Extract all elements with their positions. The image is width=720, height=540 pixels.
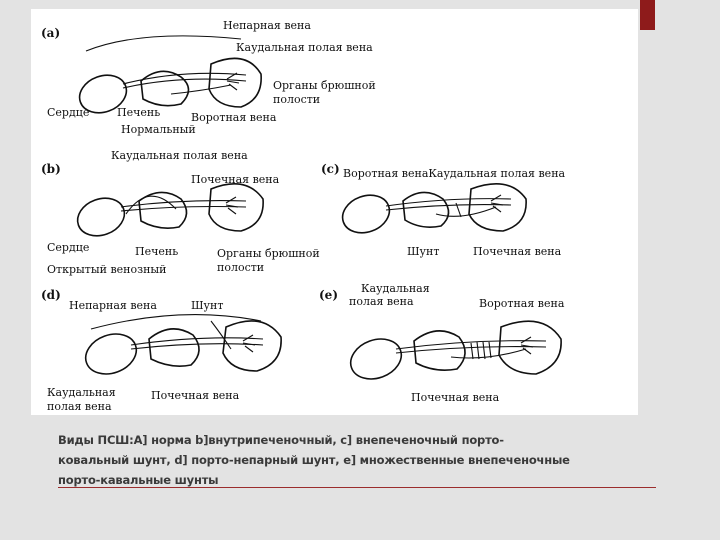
label-caudal-vena-cava-2: полая вена xyxy=(349,295,414,308)
label-liver: Печень xyxy=(117,106,161,119)
liver-shape xyxy=(149,329,199,366)
heart-shape xyxy=(72,192,129,242)
abdominal-organs-shape xyxy=(223,321,281,371)
label-caudal-vena-cava: Каудальная xyxy=(361,282,430,295)
caption-line-1: Виды ПСШ:А] норма b]внутрипеченочный, с] внепеченочный порто- xyxy=(58,433,504,447)
caption-line-2: ковальный шунт, d] порто-непарный шунт, е] множественные внепеченочные xyxy=(58,453,570,467)
label-caudal-vena-cava: Каудальная xyxy=(47,386,116,399)
azygos-vein-line xyxy=(91,315,261,329)
heart-shape xyxy=(337,189,394,239)
portal-vein-line xyxy=(171,85,231,94)
abdominal-organs-shape xyxy=(499,321,561,374)
caption-underline xyxy=(58,487,656,488)
panel-a xyxy=(41,19,376,136)
panel-a-tag: (a) xyxy=(41,26,61,40)
panel-d xyxy=(41,288,281,413)
label-abdominal-organs-2: полости xyxy=(273,93,321,106)
label-liver: Печень xyxy=(135,245,179,258)
label-caudal-vena-cava: Каудальная полая вена xyxy=(236,41,373,54)
label-renal-vein: Почечная вена xyxy=(191,173,280,186)
liver-shape xyxy=(139,192,187,228)
portal-vein-line xyxy=(436,207,496,216)
label-portal-vein: Воротная вена xyxy=(479,297,565,310)
label-shunt: Шунт xyxy=(407,245,440,258)
heart-shape xyxy=(80,327,142,380)
label-renal-vein: Почечная вена xyxy=(411,391,500,404)
abdominal-organs-shape xyxy=(469,184,526,231)
label-renal-vein: Почечная вена xyxy=(473,245,562,258)
caption-line-3: порто-кавальные шунты xyxy=(58,473,219,487)
label-caudal-vena-cava: Каудальная полая вена xyxy=(111,149,248,162)
open-venous-duct-line xyxy=(126,196,176,214)
label-shunt: Шунт xyxy=(191,299,224,312)
label-heart: Сердце xyxy=(47,106,90,119)
label-azygos-vein: Непарная вена xyxy=(223,19,311,32)
figure-caption xyxy=(58,430,618,490)
panel-c-tag: (c) xyxy=(321,162,340,176)
panel-e xyxy=(319,282,565,404)
liver-shape xyxy=(403,192,449,227)
panel-b-tag: (b) xyxy=(41,162,61,176)
label-caudal-vena-cava-2: полая вена xyxy=(47,400,112,413)
panel-c xyxy=(321,162,566,258)
panel-b xyxy=(41,149,320,276)
panel-d-tag: (d) xyxy=(41,288,61,302)
label-abdominal-organs: Органы брюшной xyxy=(273,79,376,92)
shunt-line xyxy=(211,321,231,349)
panel-e-tag: (e) xyxy=(319,288,338,302)
label-portal-caudal: Воротная венаКаудальная полая вена xyxy=(343,167,566,180)
label-portal-vein: Воротная вена xyxy=(191,111,277,124)
portal-vein-line xyxy=(451,349,526,358)
label-abdominal-organs-2: полости xyxy=(217,261,265,274)
azygos-vein-line xyxy=(86,36,241,51)
abdominal-organs-shape xyxy=(209,184,263,231)
psh-diagram-figure xyxy=(31,9,638,415)
label-abdominal-organs: Органы брюшной xyxy=(217,247,320,260)
label-renal-vein: Почечная вена xyxy=(151,389,240,402)
heart-shape xyxy=(345,332,407,385)
label-azygos-vein: Непарная вена xyxy=(69,299,157,312)
label-heart: Сердце xyxy=(47,241,90,254)
psh-diagram-svg xyxy=(31,9,638,415)
label-open-venous-duct: Открытый венозный xyxy=(47,263,167,276)
label-normal: Нормальный xyxy=(121,123,196,136)
accent-bar xyxy=(640,0,655,30)
